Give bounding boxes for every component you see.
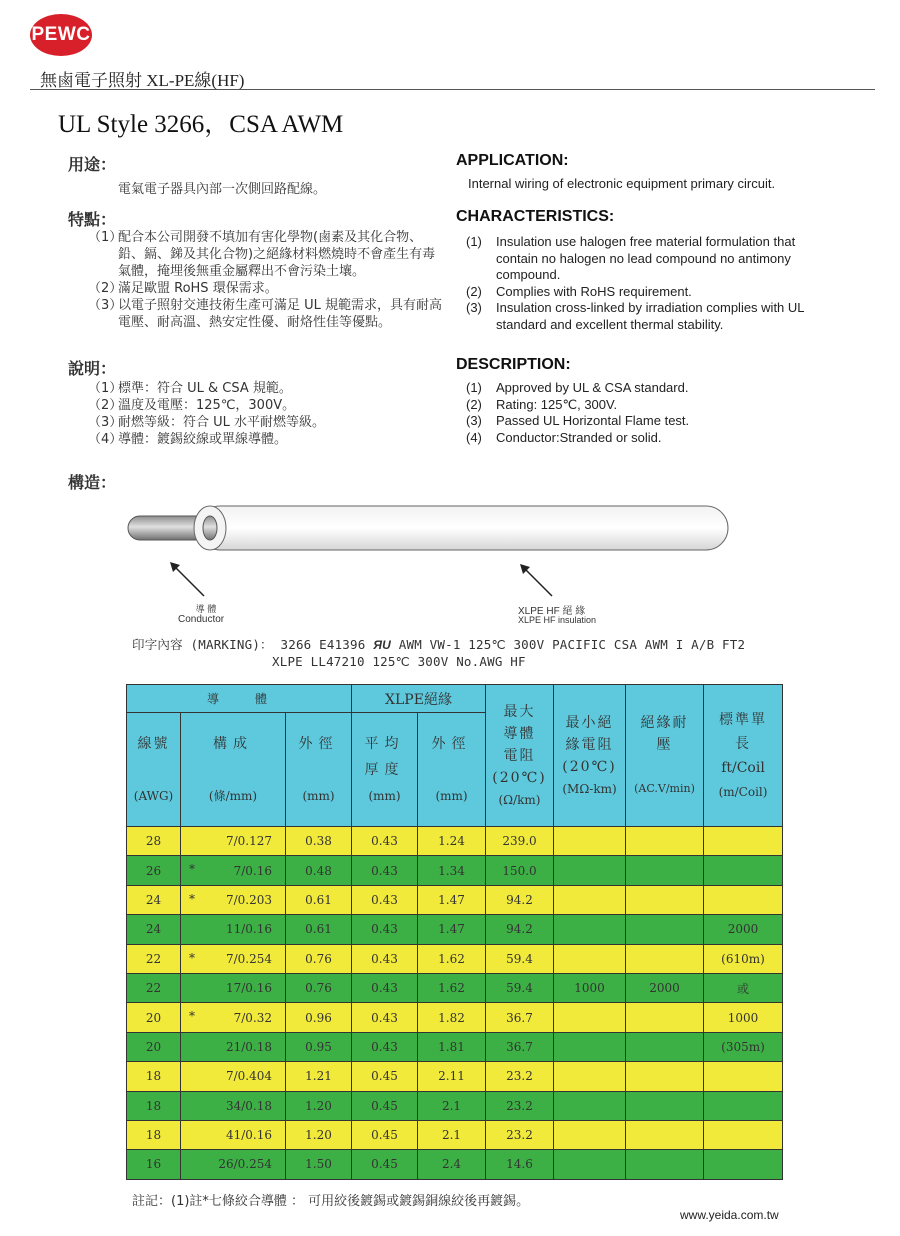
composition-value: 41/0.16 (225, 1128, 272, 1143)
table-cell (626, 1120, 704, 1149)
table-cell (704, 827, 783, 856)
table-cell: 150.0 (486, 856, 554, 885)
table-cell: 0.43 (352, 973, 418, 1002)
table-cell (554, 1032, 626, 1061)
header-voltage: 絕緣耐壓 (AC.V/min) (626, 685, 704, 827)
spec-table (126, 684, 783, 1180)
table-cell: 23.2 (486, 1120, 554, 1149)
table-cell: 0.43 (352, 827, 418, 856)
table-cell: 18 (127, 1062, 181, 1091)
table-cell: (305m) (704, 1032, 783, 1061)
table-cell: 1.62 (418, 944, 486, 973)
table-row (127, 1003, 783, 1032)
composition-value: 7/0.203 (225, 892, 272, 907)
table-row (127, 1062, 783, 1091)
header-insulation-od: 外徑 (mm) (418, 713, 486, 827)
table-cell: 18 (127, 1120, 181, 1149)
table-cell (554, 827, 626, 856)
table-cell: 14.6 (486, 1150, 554, 1179)
table-cell (626, 856, 704, 885)
list-item: （3） 耐燃等級：符合 UL 水平耐燃等級。 (88, 415, 326, 430)
list-item: (4) Conductor:Stranded or solid. (466, 429, 662, 445)
composition-value: 7/0.404 (225, 1069, 272, 1084)
table-cell: 22 (127, 944, 181, 973)
pewc-logo: PEWC (30, 14, 92, 56)
table-cell: 1.82 (418, 1003, 486, 1032)
ul-recognized-icon: ЯU (373, 638, 392, 652)
list-item: (2) Complies with RoHS requirement. (466, 283, 692, 299)
table-cell: 0.45 (352, 1091, 418, 1120)
list-item: (3) Insulation cross-linked by irradiation complies with UL standard and excellent thermal stability. (466, 300, 805, 332)
insulation-arrow (524, 568, 552, 596)
table-cell: 0.45 (352, 1120, 418, 1149)
footnote: 註記：(1)註*七條絞合導體 ： 可用絞後鍍錫或鍍錫銅線絞後再鍍錫。 (132, 1194, 530, 1209)
table-cell: 2000 (626, 973, 704, 1002)
insulation-label-zh: XLPE HF 絕 緣 (518, 606, 586, 617)
characteristics-zh-heading: 特點： (68, 210, 117, 229)
table-cell: 26 (127, 856, 181, 885)
insulation-label-en: XLPE HF insulation (518, 615, 597, 625)
table-cell: 1.24 (418, 827, 486, 856)
table-cell: 0.43 (352, 1003, 418, 1032)
application-zh-heading: 用途： (68, 155, 117, 174)
application-en-heading: APPLICATION: (456, 152, 569, 169)
composition-value: 34/0.18 (225, 1098, 272, 1113)
table-cell: 2.11 (418, 1062, 486, 1091)
header-conductor-od: 外徑 (mm) (286, 713, 352, 827)
table-row (127, 944, 783, 973)
header-divider (30, 89, 875, 90)
strand-note-marker: * (189, 950, 195, 965)
header-min-insulation-resistance: 最小絕緣電阻 (20℃) (MΩ-km) (554, 685, 626, 827)
list-item: （1） 標準：符合 UL & CSA 規範。 (88, 381, 292, 396)
table-cell (626, 1062, 704, 1091)
table-cell: 94.2 (486, 915, 554, 944)
table-cell (554, 1062, 626, 1091)
description-zh-list (88, 380, 428, 448)
table-row (127, 1150, 783, 1179)
list-item: （1） 配合本公司開發不填加有害化學物(鹵素及其化合物、鉛、鎘、銻及其化合物)之絕緣材料燃燒時不會產生有毒氣體，掩埋後無重金屬釋出不會污染土壤。 (88, 230, 436, 279)
table-cell: 20 (127, 1003, 181, 1032)
header-insulation-group: XLPE絕緣 (352, 685, 486, 713)
table-cell (554, 1091, 626, 1120)
list-item: （2） 滿足歐盟 RoHS 環保需求。 (88, 281, 278, 296)
table-cell: 0.38 (286, 827, 352, 856)
table-cell (626, 827, 704, 856)
header-composition: 構成 (條/mm) (181, 713, 286, 827)
table-cell: 1.21 (286, 1062, 352, 1091)
characteristics-en-heading: CHARACTERISTICS: (456, 208, 615, 225)
table-cell (181, 1003, 286, 1032)
marking-line-2: XLPE LL47210 125℃ 300V No.AWG HF (272, 654, 526, 669)
table-cell (704, 885, 783, 914)
table-row (127, 827, 783, 856)
table-cell: 1.34 (418, 856, 486, 885)
table-cell (181, 1091, 286, 1120)
composition-value: 21/0.18 (225, 1039, 272, 1054)
conductor-end (203, 516, 217, 540)
table-cell: 36.7 (486, 1032, 554, 1061)
table-cell: 20 (127, 1032, 181, 1061)
list-item: (1) Insulation use halogen free material formulation that contain no halogen no lead compound no antimony compound. (466, 234, 796, 282)
table-cell (626, 1003, 704, 1032)
description-en-list (466, 380, 836, 446)
strand-note-marker: * (189, 1009, 195, 1024)
table-cell (181, 856, 286, 885)
table-cell: 1.50 (286, 1150, 352, 1179)
list-item: （4） 導體：鍍錫絞線或單線導體。 (88, 432, 288, 447)
strand-note-marker: * (189, 891, 195, 906)
table-cell (554, 885, 626, 914)
composition-value: 7/0.254 (225, 951, 272, 966)
application-en-text: Internal wiring of electronic equipment primary circuit. (468, 176, 776, 191)
table-cell (704, 1150, 783, 1179)
table-cell: 16 (127, 1150, 181, 1179)
header-awg: 線號 (AWG) (127, 713, 181, 827)
table-cell: 0.43 (352, 856, 418, 885)
table-cell: 1.81 (418, 1032, 486, 1061)
table-row (127, 856, 783, 885)
table-row (127, 1120, 783, 1149)
composition-value: 7/0.32 (233, 1010, 272, 1025)
table-cell: 28 (127, 827, 181, 856)
table-cell: 2.1 (418, 1120, 486, 1149)
table-cell: 1.47 (418, 885, 486, 914)
table-row (127, 1032, 783, 1061)
table-cell (181, 885, 286, 914)
table-cell (626, 915, 704, 944)
table-cell (181, 1032, 286, 1061)
header-max-resistance: 最大導體電阻 (20℃) (Ω/km) (486, 685, 554, 827)
header-standard-length: 標準單長 ft/Coil (m/Coil) (704, 685, 783, 827)
table-row (127, 885, 783, 914)
description-en-heading: DESCRIPTION: (456, 356, 571, 373)
table-cell (181, 1062, 286, 1091)
table-cell: 0.96 (286, 1003, 352, 1032)
table-cell: 0.43 (352, 944, 418, 973)
table-cell (181, 944, 286, 973)
table-cell (554, 915, 626, 944)
table-cell (626, 944, 704, 973)
table-cell: 59.4 (486, 973, 554, 1002)
table-cell: 59.4 (486, 944, 554, 973)
table-cell: 0.45 (352, 1150, 418, 1179)
table-cell: 22 (127, 973, 181, 1002)
table-cell: 1.62 (418, 973, 486, 1002)
header-avg-thickness: 平均厚度 (mm) (352, 713, 418, 827)
table-cell: 0.76 (286, 973, 352, 1002)
table-cell (626, 1091, 704, 1120)
table-cell: 24 (127, 885, 181, 914)
table-cell: 94.2 (486, 885, 554, 914)
table-cell: 0.76 (286, 944, 352, 973)
table-cell (704, 1062, 783, 1091)
conductor-label-zh: 導 體 (195, 605, 217, 615)
table-cell: 1.47 (418, 915, 486, 944)
table-cell (554, 1120, 626, 1149)
table-cell: 0.45 (352, 1062, 418, 1091)
characteristics-zh-list (88, 229, 448, 331)
list-item: (2) Rating: 125℃, 300V. (466, 396, 618, 412)
table-row (127, 1091, 783, 1120)
conductor-label-en: Conductor (178, 614, 225, 625)
list-item: （3） 以電子照射交連技術生產可滿足 UL 規範需求，具有耐高電壓、耐高溫、熱安定性優、耐烙性佳等優點。 (88, 298, 443, 330)
table-cell (554, 1003, 626, 1032)
table-cell (181, 1150, 286, 1179)
table-cell (554, 944, 626, 973)
description-zh-heading: 說明： (68, 359, 117, 378)
table-cell: 0.43 (352, 915, 418, 944)
conductor-arrow (174, 566, 204, 596)
table-cell: 0.61 (286, 915, 352, 944)
website: www.yeida.com.tw (680, 1208, 779, 1222)
strand-note-marker: * (189, 862, 195, 877)
table-cell (704, 856, 783, 885)
table-cell (626, 885, 704, 914)
list-item: (1) Approved by UL & CSA standard. (466, 380, 689, 395)
table-cell (181, 915, 286, 944)
table-cell (554, 856, 626, 885)
composition-value: 7/0.127 (225, 834, 272, 849)
table-cell: 0.43 (352, 885, 418, 914)
table-cell: 1000 (554, 973, 626, 1002)
page-title: UL Style 3266，CSA AWM (58, 111, 344, 138)
application-zh-text: 電氣電子器具內部一次側回路配線。 (118, 182, 327, 197)
table-cell: 1000 (704, 1003, 783, 1032)
table-cell: 239.0 (486, 827, 554, 856)
table-cell: 36.7 (486, 1003, 554, 1032)
table-cell (626, 1032, 704, 1061)
table-cell: 0.48 (286, 856, 352, 885)
marking-label: 印字內容 (MARKING)： (132, 637, 273, 652)
table-cell: 1.20 (286, 1091, 352, 1120)
table-cell: 23.2 (486, 1091, 554, 1120)
table-cell: 2.1 (418, 1091, 486, 1120)
table-cell: 2000 (704, 915, 783, 944)
table-cell: 或 (704, 973, 783, 1002)
table-cell (181, 827, 286, 856)
table-cell: 2.4 (418, 1150, 486, 1179)
table-cell: 0.43 (352, 1032, 418, 1061)
characteristics-en-list (466, 234, 836, 333)
composition-value: 7/0.16 (233, 863, 272, 878)
table-row (127, 973, 783, 1002)
table-cell: 0.61 (286, 885, 352, 914)
composition-value: 26/0.254 (218, 1157, 272, 1172)
table-cell (704, 1120, 783, 1149)
table-cell: 23.2 (486, 1062, 554, 1091)
table-cell: 18 (127, 1091, 181, 1120)
header-conductor-group: 導 體 (127, 685, 352, 713)
table-cell (626, 1150, 704, 1179)
table-cell (181, 973, 286, 1002)
table-cell: (610m) (704, 944, 783, 973)
table-cell: 1.20 (286, 1120, 352, 1149)
structure-heading: 構造： (68, 473, 117, 492)
product-subtitle: 無鹵電子照射 XL-PE線(HF) (40, 71, 245, 90)
marking-line-1: 印字內容 (MARKING)： 3266 E41396 ЯU AWM VW-1 125℃ 300V PACIFIC CSA AWM I A/B FT2 (132, 637, 746, 652)
table-row (127, 915, 783, 944)
table-cell: 0.95 (286, 1032, 352, 1061)
table-cell: 24 (127, 915, 181, 944)
table-cell (181, 1120, 286, 1149)
insulation-shape (198, 506, 728, 550)
list-item: （2） 溫度及電壓：125℃，300V。 (88, 398, 296, 413)
table-cell (554, 1150, 626, 1179)
composition-value: 11/0.16 (225, 922, 272, 937)
table-cell (704, 1091, 783, 1120)
list-item: (3) Passed UL Horizontal Flame test. (466, 413, 690, 428)
composition-value: 17/0.16 (225, 981, 272, 996)
